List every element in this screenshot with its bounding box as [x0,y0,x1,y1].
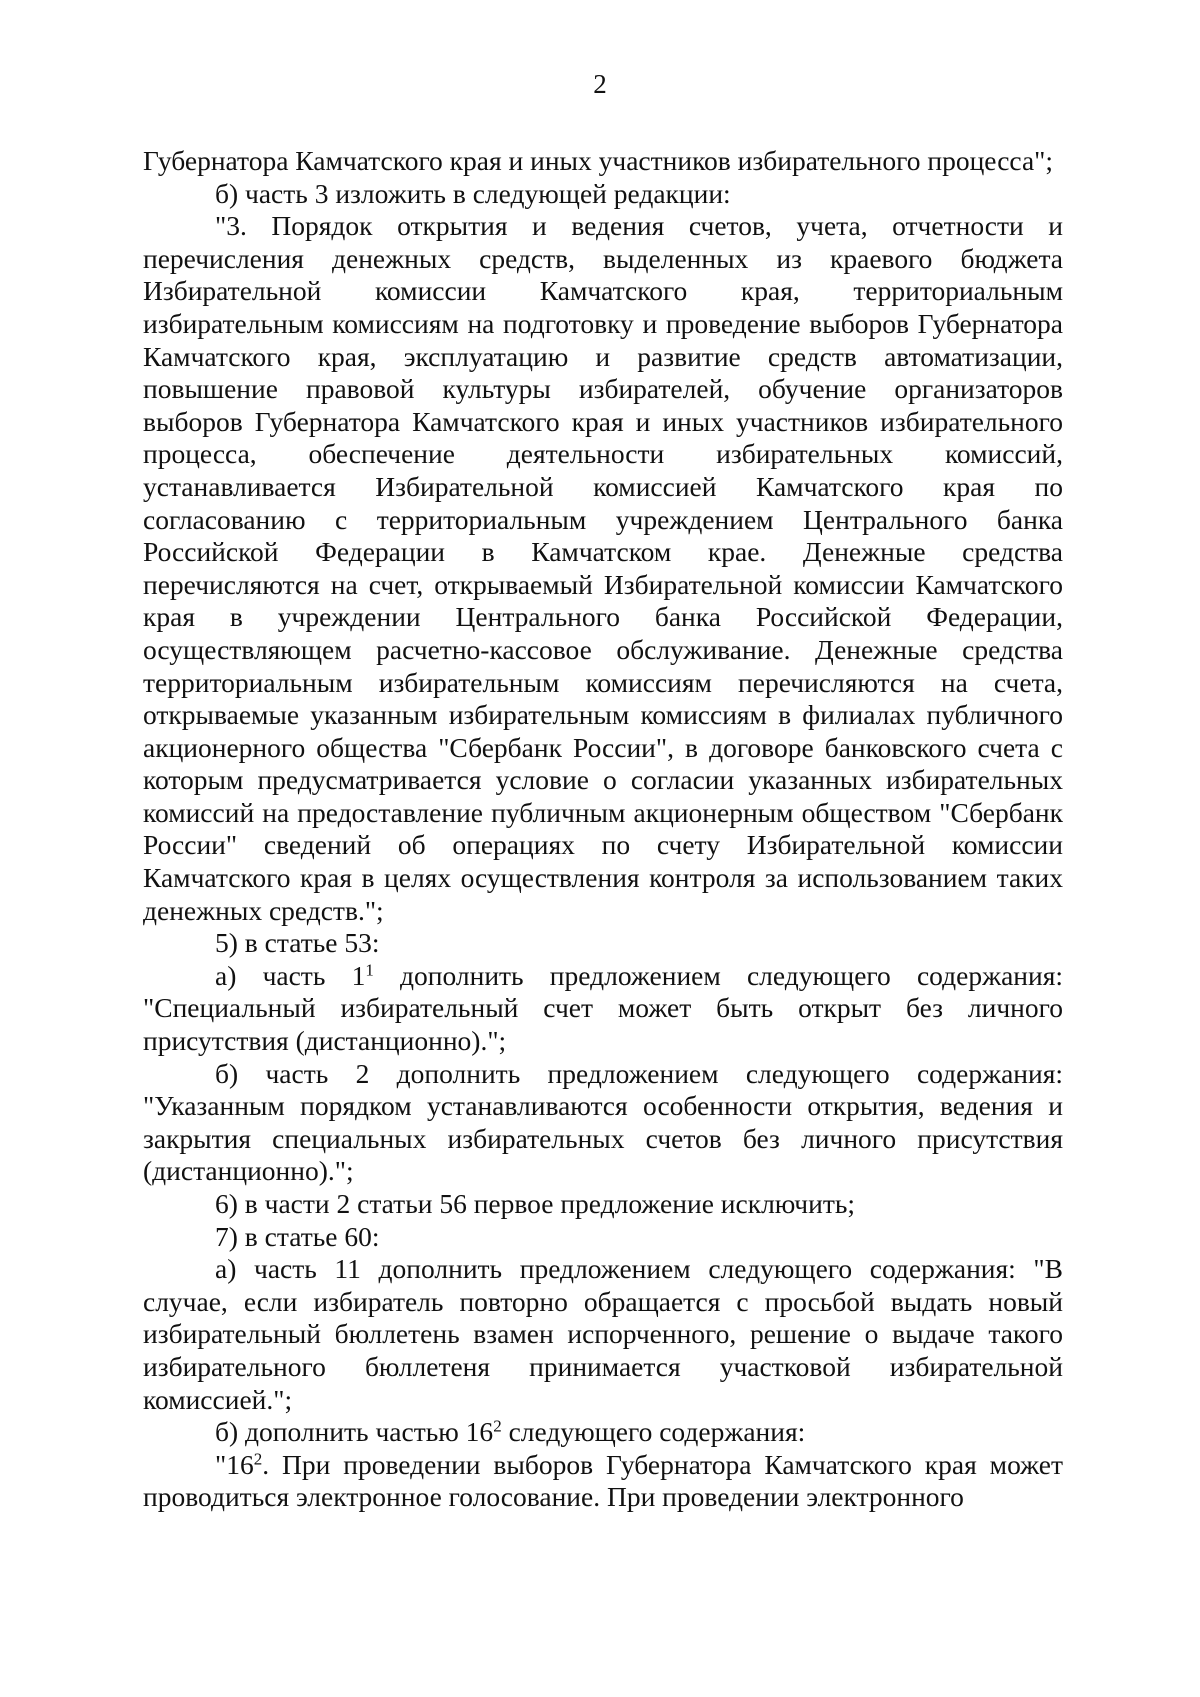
superscript: 2 [253,1449,263,1469]
paragraph: б) часть 3 изложить в следующей редакции: [215,177,731,209]
page-number: 2 [593,69,607,99]
superscript: 2 [493,1416,502,1436]
paragraph-text: дополнить предложением следующего содержания: "Специальный избирательный счет может быть открыт без личного присутствия (дистанционно)."; [143,959,1063,1057]
paragraph-text: следующего содержания: [501,1416,806,1448]
paragraph: 7) в статье 60: [215,1220,380,1252]
paragraph-text: . При проведении выборов Губернатора Камчатского края может проводиться электронное голосование. При проведении электронного [143,1448,1063,1513]
paragraph-text: а) часть 1 [215,959,366,991]
paragraph: 5) в статье 53: [215,927,380,959]
paragraph: "3. Порядок открытия и ведения счетов, учета, отчетности и перечисления денежных средств, выделенных из краевого бюджета Избирательной комиссии Камчатского края, территориальным избирательным комиссиям на подготовку и проведение выборов Губернатора Камчатского края, эксплуатацию и развитие средств автоматизации, повышение правовой культуры избирателей, обучение организаторов выборов Губернатора Камчатского края и иных участников избирательного процесса, обеспечение деятельности избирательных комиссий, устанавливается Избирательной комиссией Камчатского края по согласованию с территориальным учреждением Центрального банка Российской Федерации в Камчатском крае. Денежные средства перечисляются на счет, открываемый Избирательной комиссии Камчатского края в учреждении Центрального банка Российской Федерации, осуществляющем расчетно-кассовое обслуживание. Денежные средства территориальным избирательным комиссиям перечисляются на счета, открываемые указанным избирательным комиссиям в филиалах публичного акционерного общества "Сбербанк России", в договоре банковского счета с которым предусматривается условие о согласии указанных избирательных комиссий на предоставление публичным акционерным обществом "Сбербанк России" сведений об операциях по счету Избирательной комиссии Камчатского края в целях осуществления контроля за использованием таких денежных средств."; [143,210,1063,926]
paragraph: Губернатора Камчатского края и иных участников избирательного процесса"; [143,145,1054,176]
paragraph: 6) в части 2 статьи 56 первое предложение исключить; [215,1188,856,1219]
superscript: 1 [365,960,374,980]
paragraph [143,960,1063,1058]
paragraph [143,1416,1063,1449]
paragraph-text: б) дополнить частью 16 [215,1416,494,1448]
document-body [143,145,1063,1514]
paragraph [143,1449,1063,1514]
paragraph-text: "16 [215,1448,254,1480]
paragraph: б) часть 2 дополнить предложением следующего содержания: "Указанным порядком устанавливаются особенности открытия, ведения и закрытия специальных избирательных счетов без личного присутствия (дистанционно)."; [143,1057,1063,1187]
paragraph: а) часть 11 дополнить предложением следующего содержания: "В случае, если избиратель повторно обращается с просьбой выдать новый избирательный бюллетень взамен испорченного, решение о выдаче такого избирательного бюллетеня принимается участковой избирательной комиссией."; [143,1253,1063,1415]
